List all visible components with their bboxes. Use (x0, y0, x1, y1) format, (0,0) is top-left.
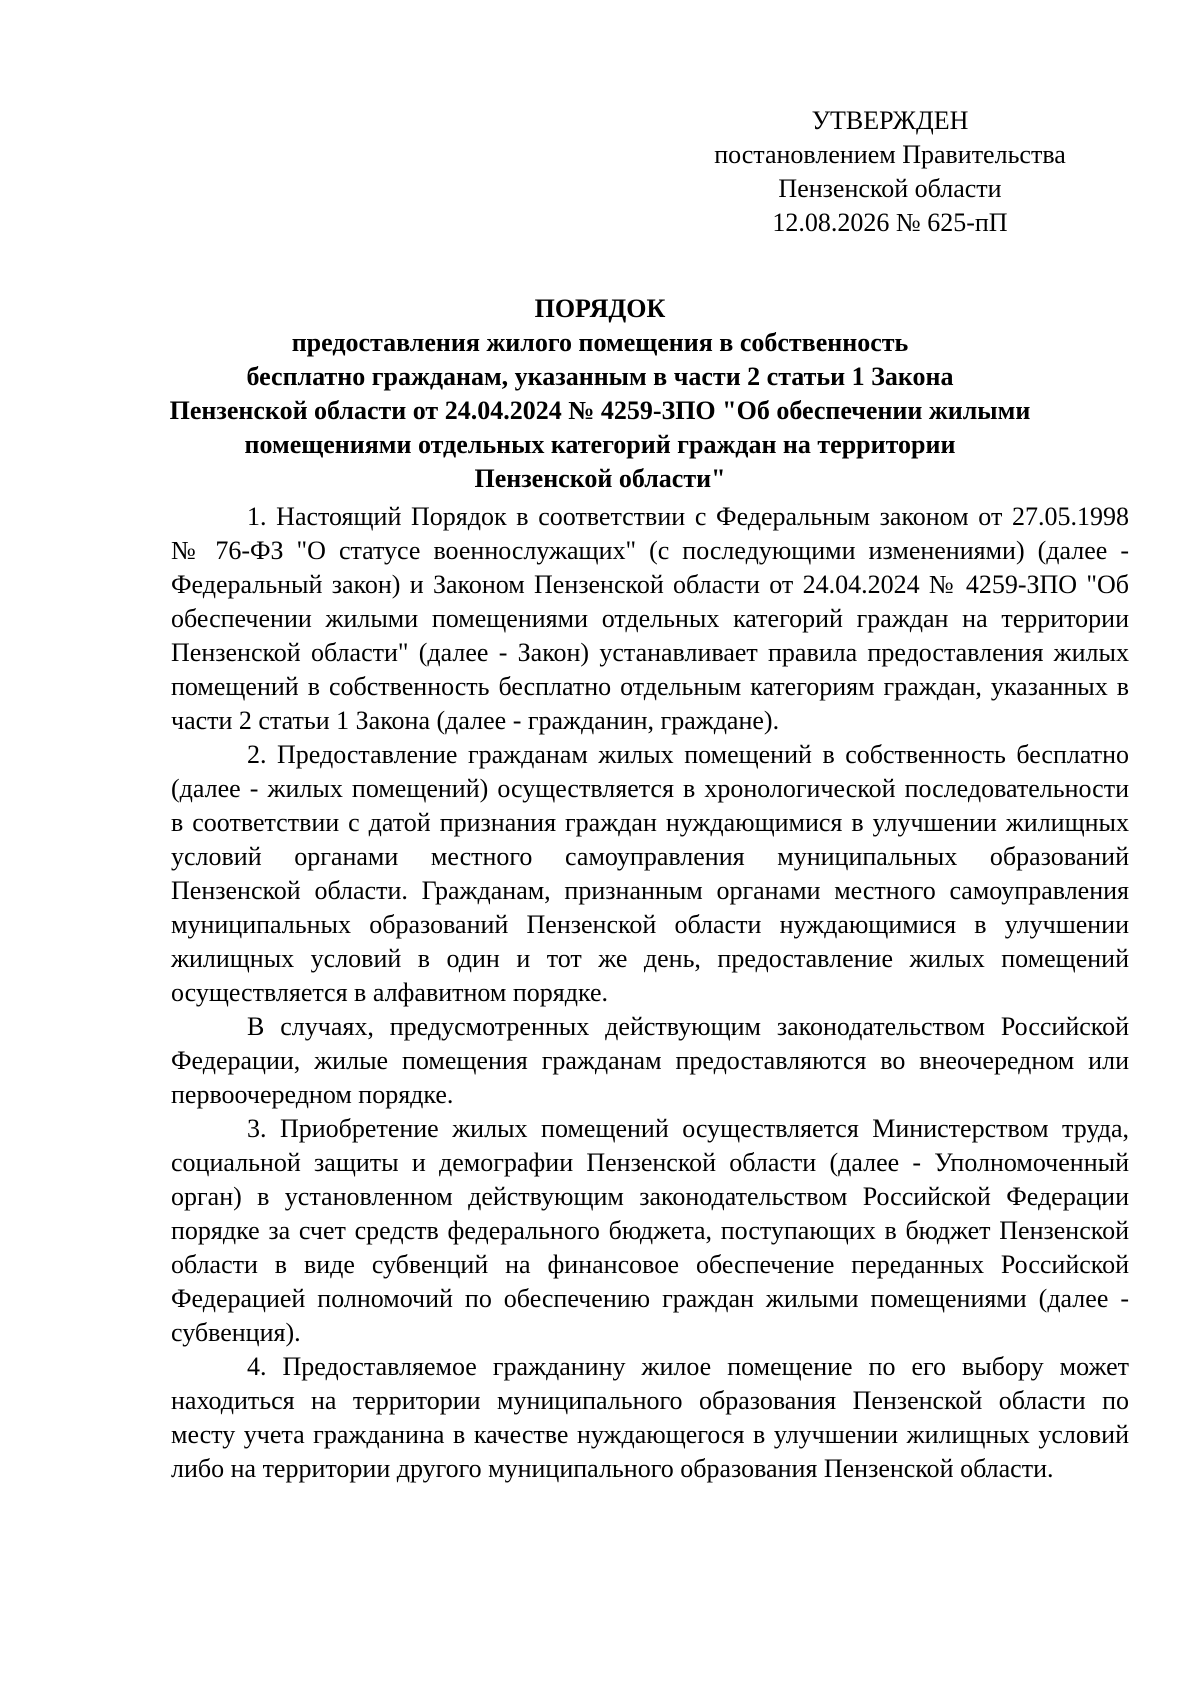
title-line: предоставления жилого помещения в собственность (291, 328, 909, 357)
document-body (171, 500, 1129, 1486)
paragraph-2-continuation: В случаях, предусмотренных действующим законодательством Российской Федерации, жилые помещения гражданам предоставляются во внеочередном или первоочередном порядке. (171, 1012, 1129, 1109)
title-line: Пензенской области" (474, 464, 726, 493)
document-title (150, 292, 1050, 496)
approval-line-resolution: постановлением Правительства (714, 140, 1066, 169)
approval-line-region: Пензенской области (778, 174, 1002, 203)
paragraph-2: 2. Предоставление гражданам жилых помещений в собственность бесплатно (далее - жилых помещений) осуществляется в хронологической последовательности в соответствии с датой признания граждан нуждающимися в улучшении жилищных условий органами местного самоуправления муниципальных образований Пензенской области. Гражданам, признанным органами местного самоуправления муниципальных образований Пензенской области нуждающимися в улучшении жилищных условий в один и тот же день, предоставление жилых помещений осуществляется в алфавитном порядке. (171, 740, 1129, 1007)
title-line: помещениями отдельных категорий граждан на территории (244, 430, 956, 459)
approval-line-approved: УТВЕРЖДЕН (811, 106, 969, 135)
approval-line-date-number: 12.08.2026 № 625-пП (772, 208, 1008, 237)
title-heading: ПОРЯДОК (534, 294, 666, 323)
paragraph-1: 1. Настоящий Порядок в соответствии с Федеральным законом от 27.05.1998 № 76-ФЗ "О статусе военнослужащих" (с последующими изменениями) (далее - Федеральный закон) и Законом Пензенской области от 24.04.2024 № 4259-ЗПО "Об обеспечении жилыми помещениями отдельных категорий граждан на территории Пензенской области" (далее - Закон) устанавливает правила предоставления жилых помещений в собственность бесплатно отдельным категориям граждан, указанных в части 2 статьи 1 Закона (далее - гражданин, граждане). (171, 502, 1129, 735)
paragraph-4: 4. Предоставляемое гражданину жилое помещение по его выбору может находиться на территории муниципального образования Пензенской области по месту учета гражданина в качестве нуждающегося в улучшении жилищных условий либо на территории другого муниципального образования Пензенской области. (171, 1352, 1129, 1483)
approval-stamp (700, 104, 1080, 240)
paragraph-3: 3. Приобретение жилых помещений осуществляется Министерством труда, социальной защиты и демографии Пензенской области (далее - Уполномоченный орган) в установленном действующим законодательством Российской Федерации порядке за счет средств федерального бюджета, поступающих в бюджет Пензенской области в виде субвенций на финансовое обеспечение переданных Российской Федерацией полномочий по обеспечению граждан жилыми помещениями (далее - субвенция). (171, 1114, 1129, 1347)
title-line: бесплатно гражданам, указанным в части 2 статьи 1 Закона (246, 362, 954, 391)
title-line: Пензенской области от 24.04.2024 № 4259-ЗПО "Об обеспечении жилыми (169, 396, 1031, 425)
